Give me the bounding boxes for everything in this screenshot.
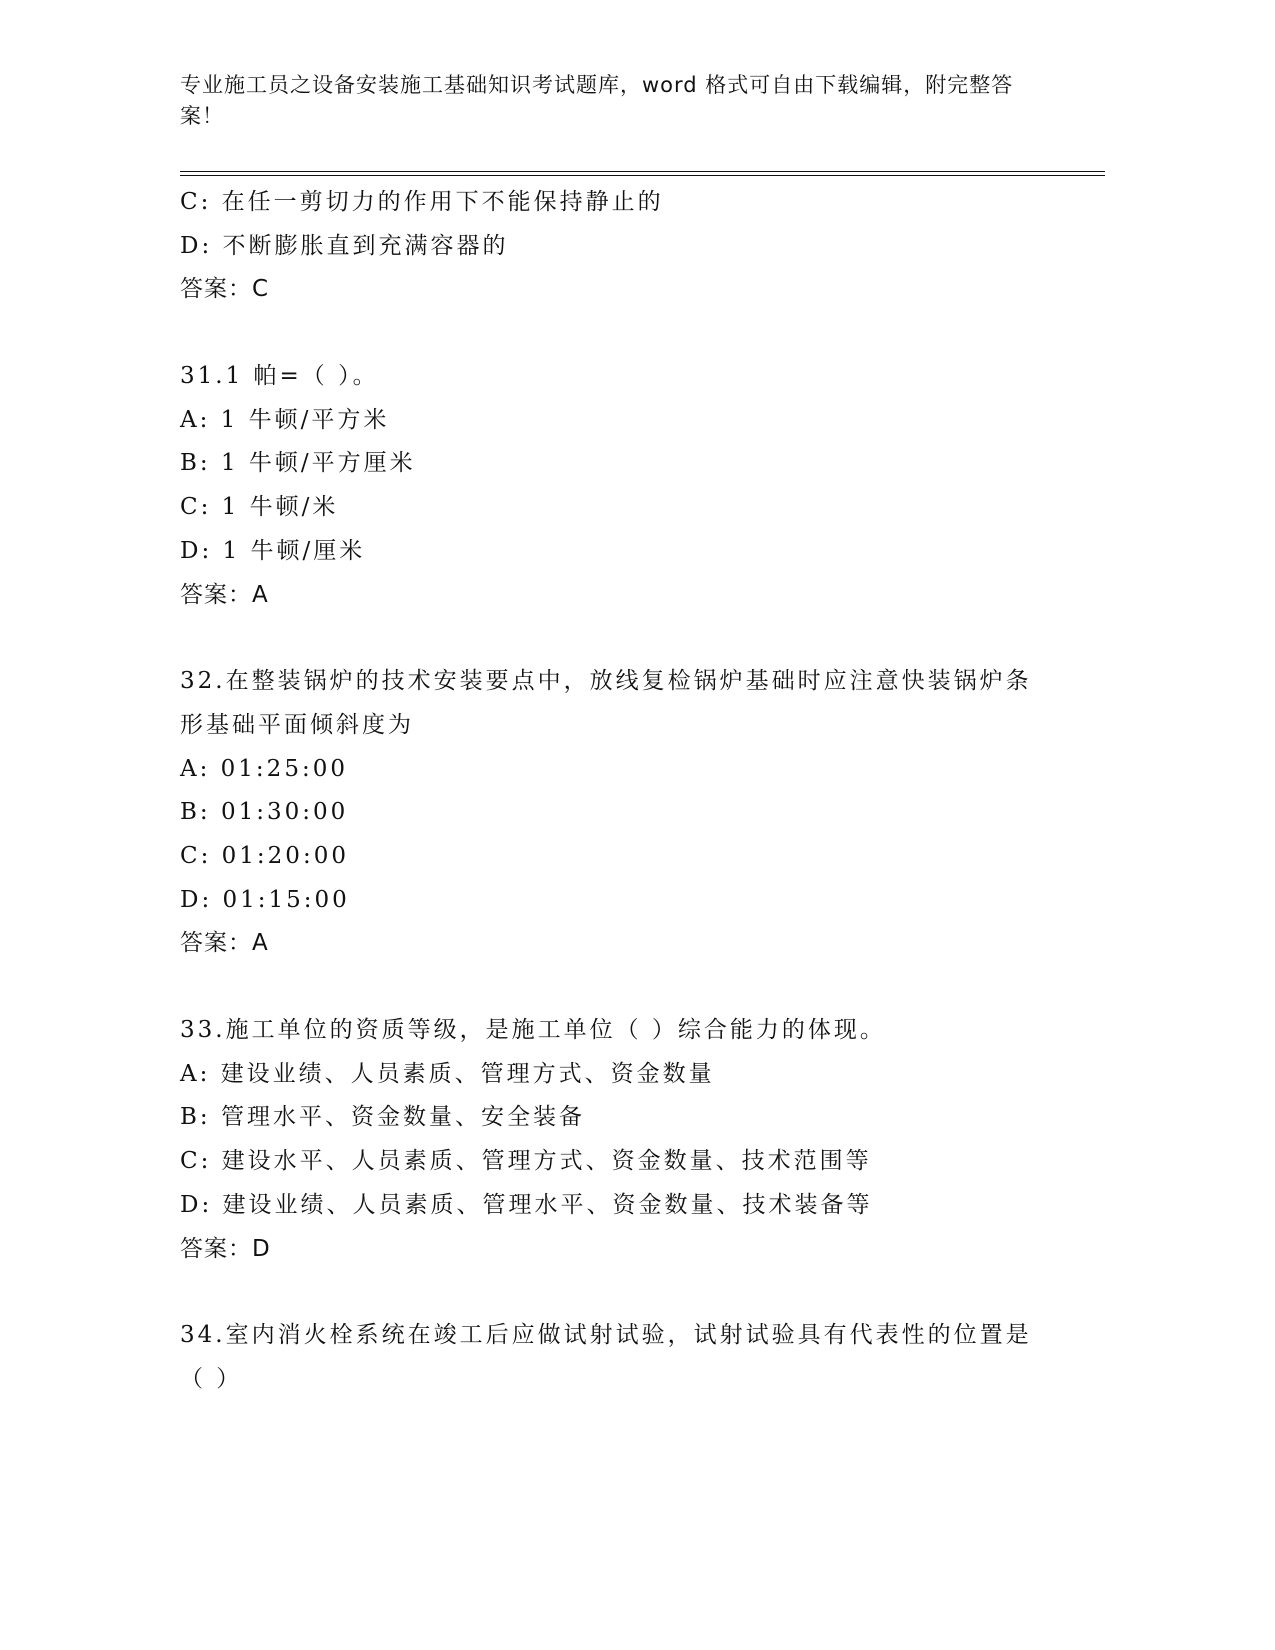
question-stem: 33.施工单位的资质等级，是施工单位（ ）综合能力的体现。 bbox=[180, 1017, 886, 1044]
option-b: B: 01:30:00 bbox=[180, 799, 349, 826]
option-b: B: 1 牛顿/平方厘米 bbox=[180, 450, 416, 477]
question-stem: 34.室内消火栓系统在竣工后应做试射试验，试射试验具有代表性的位置是（ ） bbox=[180, 1322, 1032, 1392]
question-31 bbox=[180, 355, 1040, 617]
question-stem: 32.在整装锅炉的技术安装要点中，放线复检锅炉基础时应注意快装锅炉条形基础平面倾斜度为 bbox=[180, 668, 1032, 738]
question-34 bbox=[180, 1314, 1040, 1401]
option-c: C: 01:20:00 bbox=[180, 842, 349, 869]
header-rule-top bbox=[180, 171, 1105, 172]
question-content bbox=[180, 181, 1040, 1402]
carryover-block bbox=[180, 181, 1040, 312]
option-a: A: 建设业绩、人员素质、管理方式、资金数量 bbox=[180, 1060, 715, 1087]
question-stem: 31.1 帕=（ ）。 bbox=[180, 363, 379, 390]
question-32 bbox=[180, 660, 1040, 966]
option-c: C: 1 牛顿/米 bbox=[180, 494, 339, 521]
option-d: D: 1 牛顿/厘米 bbox=[180, 537, 366, 564]
answer-line: 答案：A bbox=[180, 581, 269, 608]
option-d: D: 01:15:00 bbox=[180, 886, 350, 913]
answer-line: 答案：D bbox=[180, 1235, 271, 1262]
option-d: D: 不断膨胀直到充满容器的 bbox=[180, 232, 509, 259]
document-header: 专业施工员之设备安装施工基础知识考试题库，word 格式可自由下载编辑，附完整答案！ bbox=[180, 73, 1014, 128]
option-b: B: 管理水平、资金数量、安全装备 bbox=[180, 1104, 585, 1131]
option-d: D: 建设业绩、人员素质、管理水平、资金数量、技术装备等 bbox=[180, 1191, 873, 1218]
answer-line: 答案：C bbox=[180, 276, 270, 303]
question-33 bbox=[180, 1009, 1040, 1271]
option-a: A: 1 牛顿/平方米 bbox=[180, 406, 390, 433]
answer-line: 答案：A bbox=[180, 930, 269, 957]
header-rule-bottom bbox=[180, 175, 1105, 176]
option-c: C: 建设水平、人员素质、管理方式、资金数量、技术范围等 bbox=[180, 1148, 872, 1175]
option-a: A: 01:25:00 bbox=[180, 755, 348, 782]
option-c: C: 在任一剪切力的作用下不能保持静止的 bbox=[180, 189, 664, 215]
